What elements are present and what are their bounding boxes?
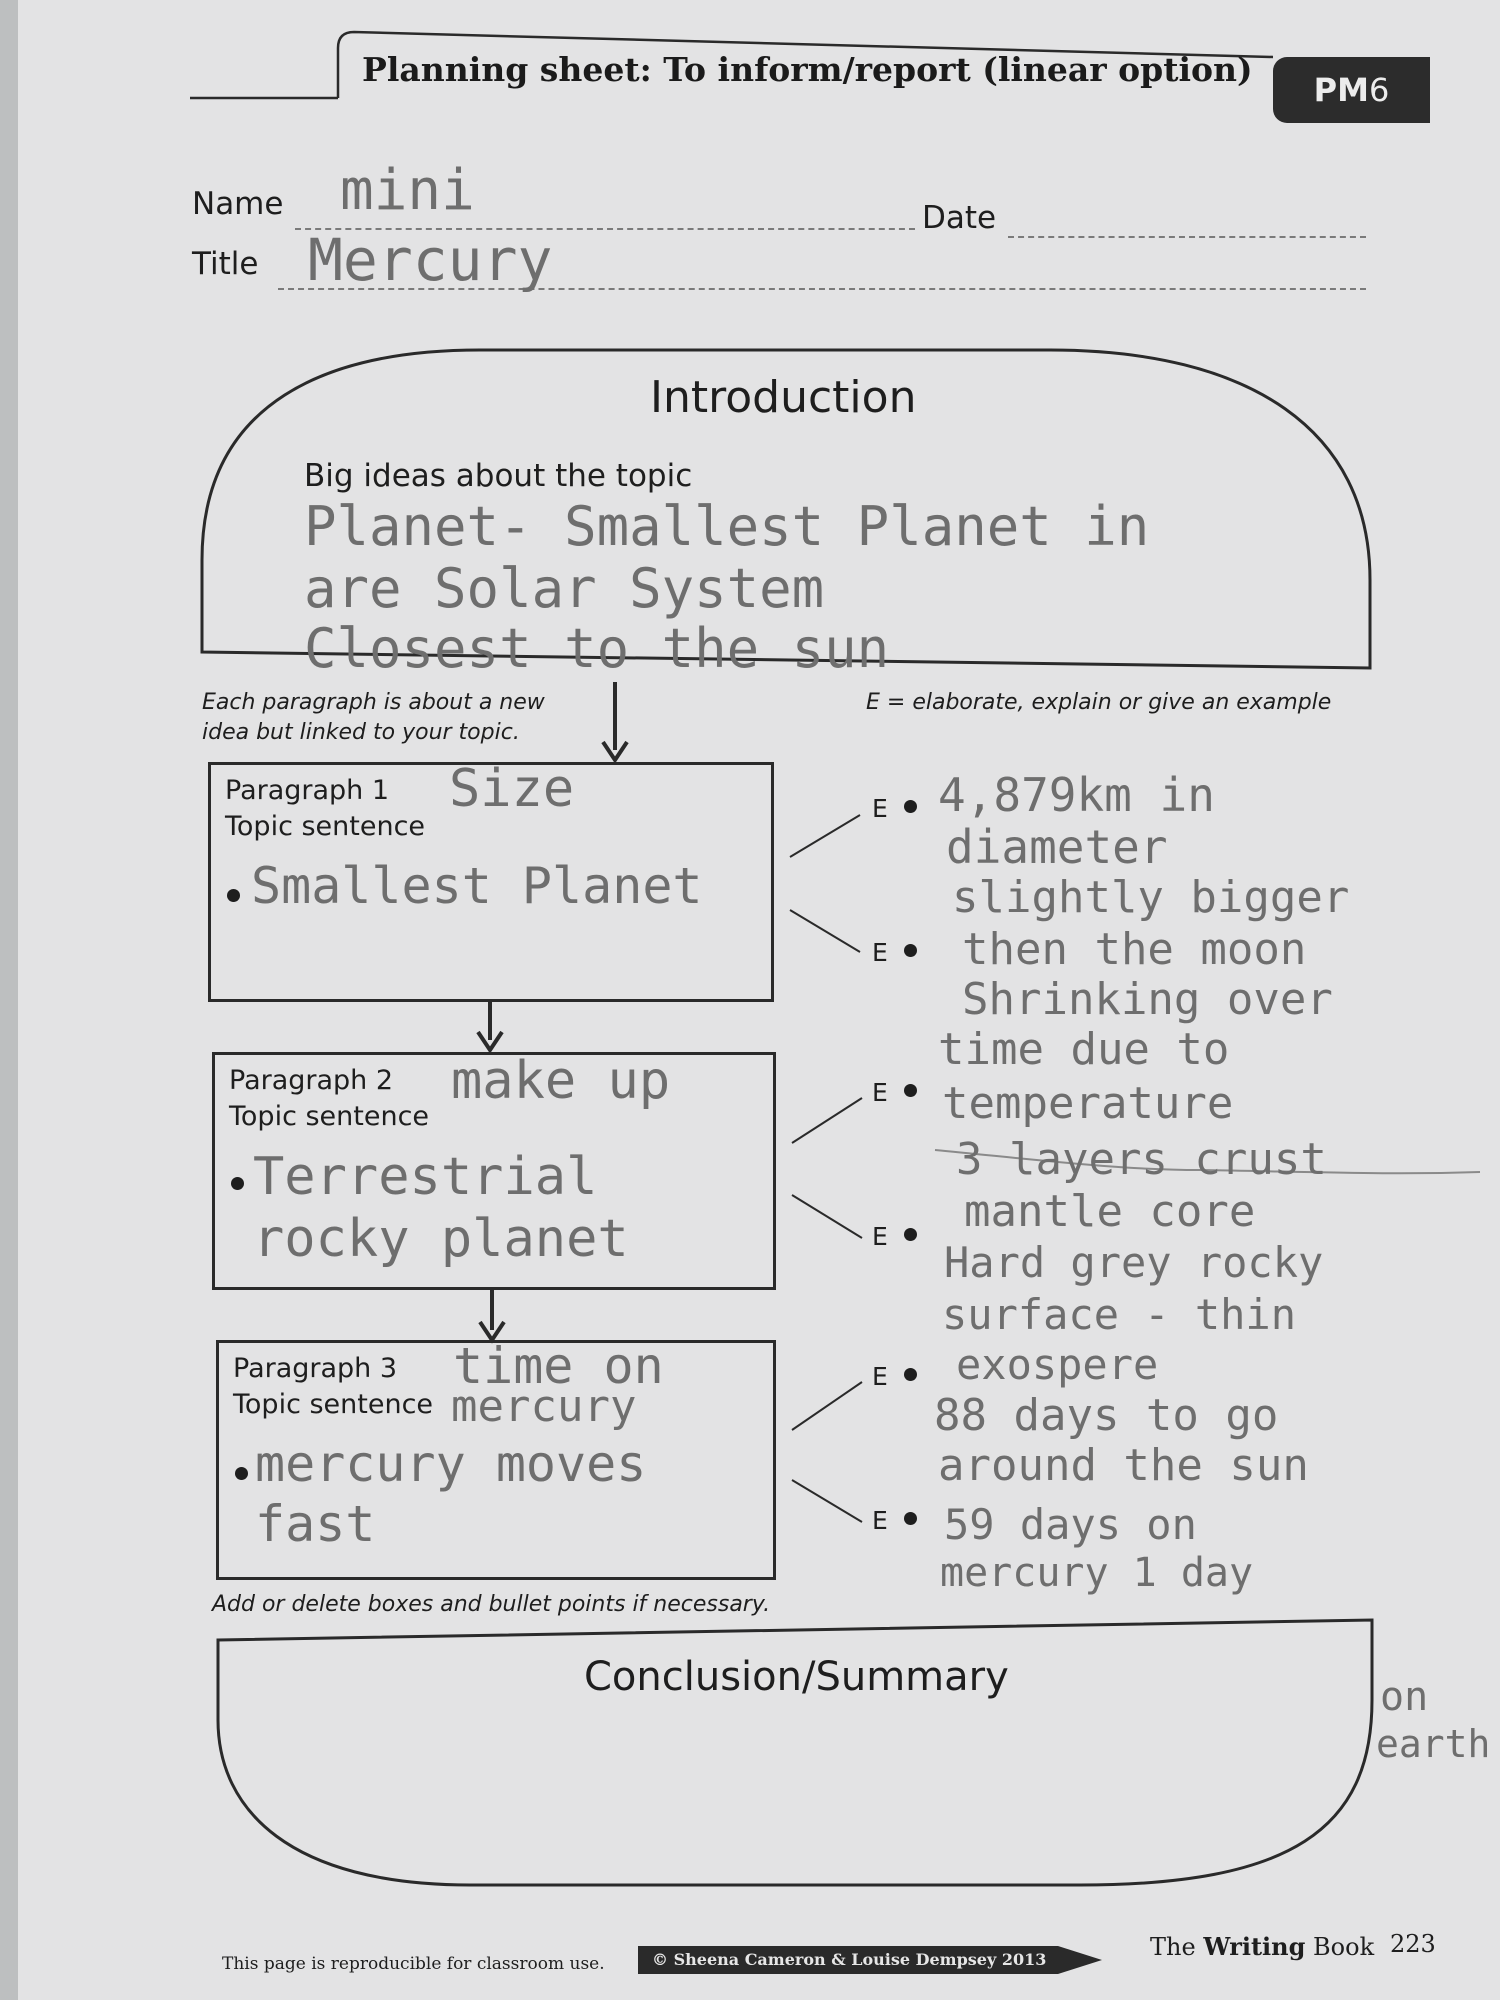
topic-sentence-label: Topic sentence	[233, 1389, 434, 1420]
elaboration-line[interactable]: Hard grey rocky	[944, 1238, 1324, 1287]
book-title-writing: Writing	[1203, 1932, 1306, 1961]
paragraph-label: Paragraph 1	[225, 775, 390, 806]
elaboration-line[interactable]: Shrinking over	[962, 974, 1333, 1025]
bullet-point	[227, 889, 240, 902]
sheet-title: Planning sheet: To inform/report (linear option)	[362, 50, 1253, 89]
elaboration-line[interactable]: exospere	[956, 1340, 1159, 1389]
conclusion-heading: Conclusion/Summary	[584, 1654, 1009, 1700]
paragraph-box-1	[208, 759, 774, 1002]
paragraph-box-2	[212, 1052, 776, 1290]
topic-sentence-label: Topic sentence	[229, 1101, 430, 1132]
elaborate-note: E = elaborate, explain or give an example	[866, 690, 1332, 715]
e-bullet	[904, 944, 917, 957]
introduction-prompt: Big ideas about the topic	[304, 458, 693, 494]
introduction-line-2[interactable]: are Solar System	[304, 557, 825, 620]
e-marker: E	[872, 1362, 888, 1391]
e-marker: E	[872, 794, 888, 823]
elaboration-line[interactable]: 59 days on	[944, 1500, 1197, 1549]
name-value[interactable]: mini	[340, 158, 475, 223]
bullet-line-2[interactable]: fast	[255, 1495, 376, 1553]
copyright-text: © Sheena Cameron & Louise Dempsey 2013	[652, 1950, 1047, 1969]
elaboration-line[interactable]: temperature	[942, 1078, 1234, 1129]
topic-sentence-label: Topic sentence	[225, 811, 426, 842]
paragraph-heading-hand[interactable]: make up	[451, 1051, 671, 1111]
topic-sentence-hand[interactable]: mercury	[451, 1381, 637, 1432]
pencil-tip-icon	[1058, 1946, 1102, 1974]
book-title-book: Book	[1313, 1933, 1375, 1961]
pm-badge-number: 6	[1368, 71, 1390, 109]
paragraph-heading-hand[interactable]: Size	[449, 759, 575, 819]
introduction-heading: Introduction	[650, 372, 917, 423]
e-marker: E	[872, 1222, 888, 1251]
elaboration-line[interactable]: earth	[1376, 1722, 1491, 1766]
introduction-line-1[interactable]: Planet- Smallest Planet in	[304, 495, 1150, 558]
e-marker: E	[872, 1078, 888, 1107]
name-label: Name	[192, 186, 284, 222]
paragraph-box-3	[216, 1337, 776, 1580]
e-marker: E	[872, 938, 888, 967]
e-bullet	[904, 1512, 917, 1525]
elaboration-line[interactable]: time due to	[938, 1024, 1230, 1075]
bullet-line-1[interactable]: mercury moves	[255, 1435, 647, 1493]
date-label: Date	[922, 200, 997, 236]
page-number: 223	[1390, 1930, 1436, 1958]
pm-badge-letters: PM	[1313, 71, 1369, 109]
elaboration-line[interactable]: mantle core	[964, 1186, 1256, 1237]
paragraph-heading-hand[interactable]: time on	[453, 1337, 664, 1395]
book-title-the: The	[1150, 1933, 1196, 1961]
bullet-line[interactable]: Smallest Planet	[251, 857, 703, 915]
elaboration-line[interactable]: diameter	[946, 820, 1168, 874]
elaboration-line[interactable]: 3 layers crust	[956, 1134, 1327, 1185]
paragraph-label: Paragraph 3	[233, 1353, 398, 1384]
introduction-line-3[interactable]: Closest to the sun	[304, 617, 890, 680]
paragraph-note-line-2: idea but linked to your topic.	[202, 720, 520, 745]
title-label: Title	[192, 246, 259, 282]
elaboration-line[interactable]: on	[1380, 1674, 1429, 1720]
elaboration-line[interactable]: 88 days to go	[934, 1390, 1279, 1441]
elaboration-line[interactable]: around the sun	[938, 1440, 1309, 1491]
elaboration-line[interactable]: mercury 1 day	[940, 1550, 1254, 1596]
reproducible-note: This page is reproducible for classroom use.	[222, 1954, 605, 1974]
elaboration-line[interactable]: surface - thin	[942, 1290, 1297, 1339]
elaboration-line[interactable]: slightly bigger	[952, 872, 1350, 923]
title-value[interactable]: Mercury	[308, 226, 553, 294]
e-marker: E	[872, 1506, 888, 1535]
paragraph-label: Paragraph 2	[229, 1065, 394, 1096]
bullet-point	[235, 1467, 248, 1480]
bullet-line-1[interactable]: Terrestrial	[253, 1147, 598, 1207]
e-bullet	[904, 1368, 917, 1381]
e-bullet	[904, 1228, 917, 1241]
e-bullet	[904, 800, 917, 813]
elaboration-line[interactable]: then the moon	[962, 924, 1307, 975]
bullet-line-2[interactable]: rocky planet	[253, 1209, 629, 1269]
e-bullet	[904, 1084, 917, 1097]
elaboration-line[interactable]: 4,879km in	[938, 768, 1215, 822]
bullet-point	[231, 1177, 244, 1190]
add-delete-note: Add or delete boxes and bullet points if necessary.	[212, 1592, 771, 1617]
book-title	[1150, 1932, 1374, 1961]
paragraph-note-line-1: Each paragraph is about a new	[202, 690, 545, 715]
